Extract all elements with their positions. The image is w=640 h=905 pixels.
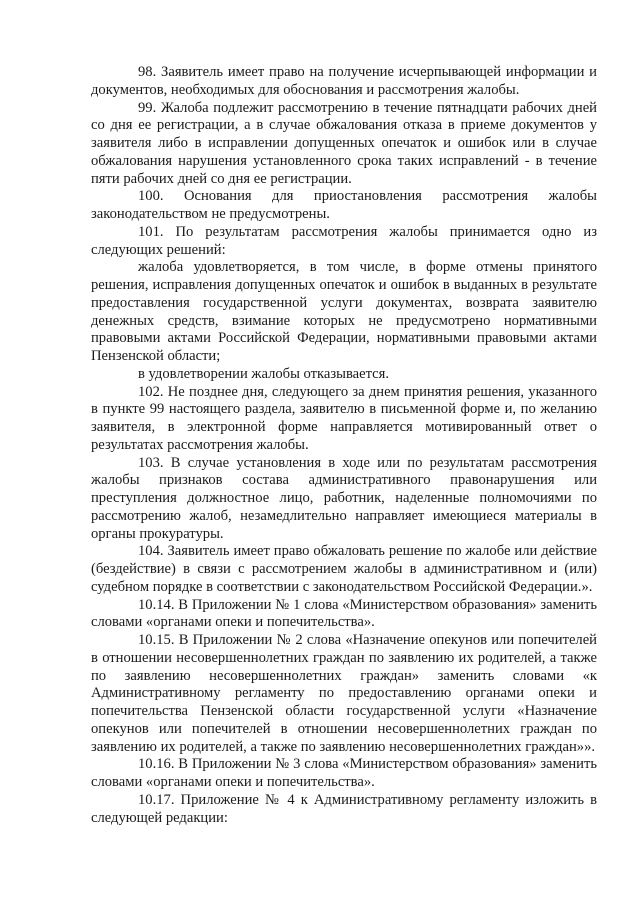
paragraph-103: 103. В случае установления в ходе или по результатам рассмотрения жалобы признаков состава административного правонарушения или преступления должностное лицо, работник, наделенные полномочиями по рассмотрению жалоб, незамедлительно направляет имеющиеся материалы в органы прокуратуры. <box>91 454 597 542</box>
paragraph-10-15: 10.15. В Приложении № 2 слова «Назначение опекунов или попечителей в отношении несовершеннолетних граждан по заявлению их родителей, а также по заявлению несовершеннолетних граждан» заменить словами «к Административному регламенту по предоставлению органами опеки и попечительства Пензенской области государственной услуги «Назначение опекунов или попечителей в отношении несовершеннолетних граждан по заявлению их родителей, а также по заявлению несовершеннолетних граждан»». <box>91 632 597 755</box>
paragraph-98: 98. Заявитель имеет право на получение исчерпывающей информации и документов, необходимых для обоснования и рассмотрения жалобы. <box>91 64 597 98</box>
document-body <box>91 64 597 827</box>
paragraph-10-14: 10.14. В Приложении № 1 слова «Министерством образования» заменить словами «органами опеки и попечительства». <box>91 596 597 631</box>
paragraph-101-option-refused: в удовлетворении жалобы отказывается. <box>138 365 390 382</box>
paragraph-101: 101. По результатам рассмотрения жалобы принимается одно из следующих решений: <box>91 223 597 258</box>
paragraph-101-option-satisfied: жалоба удовлетворяется, в том числе, в форме отмены принятого решения, исправления допущенных опечаток и ошибок в выданных в результате предоставления государственной услуги документах, возврата заявителю денежных средств, взимание которых не предусмотрено нормативными правовыми актами Российской Федерации, нормативными правовыми актами Пензенской области; <box>91 259 597 364</box>
paragraph-10-16: 10.16. В Приложении № 3 слова «Министерством образования» заменить словами «органами опеки и попечительства». <box>91 756 597 790</box>
paragraph-102: 102. Не позднее дня, следующего за днем принятия решения, указанного в пункте 99 настоящего раздела, заявителю в письменной форме и, по желанию заявителя, в электронной форме направляется мотивированный ответ о результатах рассмотрения жалобы. <box>91 383 597 453</box>
paragraph-100: 100. Основания для приостановления рассмотрения жалобы законодательством не предусмотрены. <box>91 188 597 222</box>
paragraph-104: 104. Заявитель имеет право обжаловать решение по жалобе или действие (бездействие) в связи с рассмотрением жалобы в административном и (или) судебном порядке в соответствии с законодательством Российской Федерации.». <box>91 543 597 595</box>
paragraph-99: 99. Жалоба подлежит рассмотрению в течение пятнадцати рабочих дней со дня ее регистрации, а в случае обжалования отказа в приеме документов у заявителя либо в исправлении допущенных опечаток и ошибок или в случае обжалования нарушения установленного срока таких исправлений - в течение пяти рабочих дней со дня ее регистрации. <box>91 99 597 187</box>
paragraph-10-17: 10.17. Приложение № 4 к Административному регламенту изложить в следующей редакции: <box>91 791 597 826</box>
